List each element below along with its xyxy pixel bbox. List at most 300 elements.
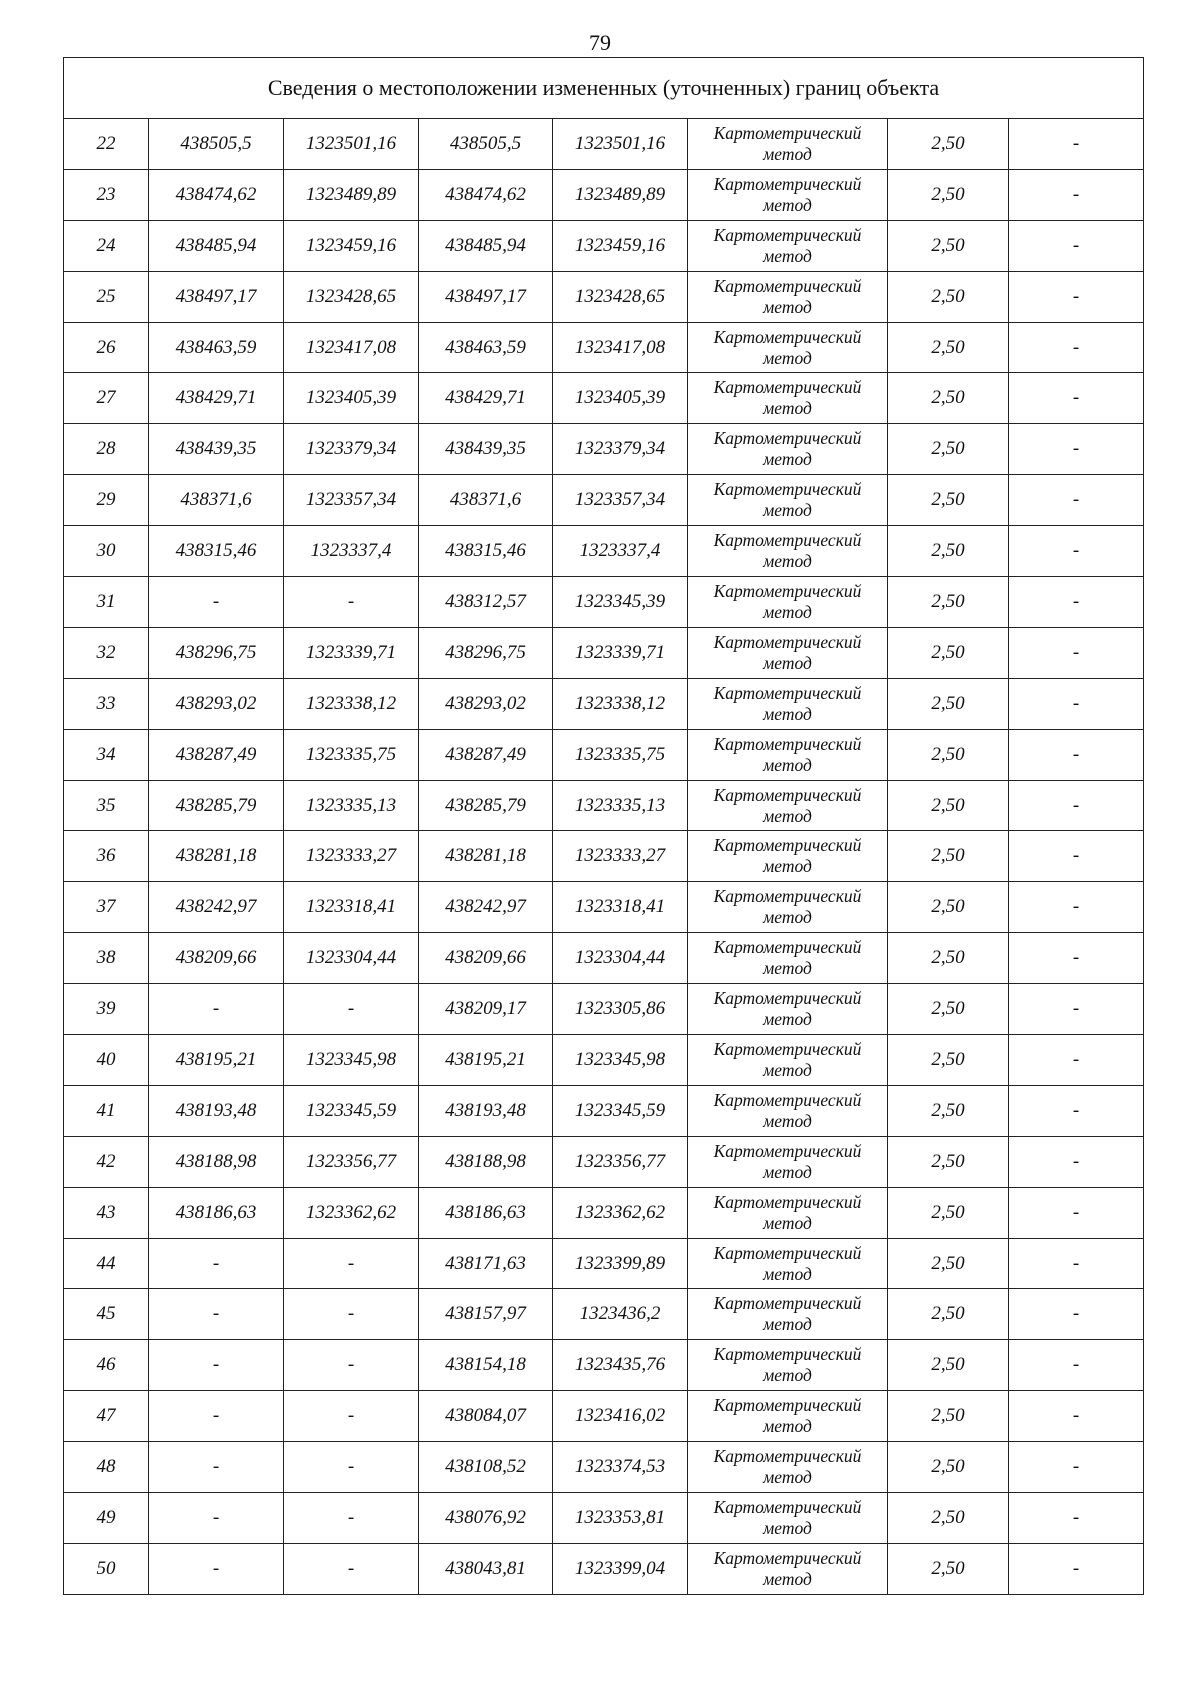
old-x-cell: - bbox=[149, 1442, 284, 1493]
new-x-cell: 438186,63 bbox=[419, 1187, 553, 1238]
accuracy-cell: 2,50 bbox=[888, 1035, 1009, 1086]
accuracy-cell: 2,50 bbox=[888, 627, 1009, 678]
accuracy-cell: 2,50 bbox=[888, 1238, 1009, 1289]
table-row bbox=[64, 1035, 1144, 1086]
new-x-cell: 438281,18 bbox=[419, 831, 553, 882]
description-cell: - bbox=[1009, 373, 1144, 424]
old-x-cell: 438281,18 bbox=[149, 831, 284, 882]
new-x-cell: 438171,63 bbox=[419, 1238, 553, 1289]
method-line-2: метод bbox=[763, 1416, 812, 1437]
method-line-1: Картометрический bbox=[713, 1395, 862, 1416]
old-y-cell: 1323333,27 bbox=[284, 831, 419, 882]
old-y-cell: - bbox=[284, 1442, 419, 1493]
method-cell bbox=[688, 475, 888, 526]
method-cell bbox=[688, 1289, 888, 1340]
new-y-cell: 1323362,62 bbox=[553, 1187, 688, 1238]
old-x-cell: 438188,98 bbox=[149, 1136, 284, 1187]
method-line-1: Картометрический bbox=[713, 173, 862, 194]
old-y-cell: 1323417,08 bbox=[284, 322, 419, 373]
old-x-cell: - bbox=[149, 1289, 284, 1340]
description-cell: - bbox=[1009, 882, 1144, 933]
method-line-1: Картометрический bbox=[713, 937, 862, 958]
description-cell: - bbox=[1009, 526, 1144, 577]
point-number-cell: 41 bbox=[64, 1085, 149, 1136]
new-x-cell: 438076,92 bbox=[419, 1493, 553, 1544]
old-y-cell: 1323356,77 bbox=[284, 1136, 419, 1187]
description-cell: - bbox=[1009, 424, 1144, 475]
method-cell bbox=[688, 119, 888, 170]
method-cell bbox=[688, 627, 888, 678]
description-cell: - bbox=[1009, 831, 1144, 882]
table-row bbox=[64, 1543, 1144, 1594]
method-line-1: Картометрический bbox=[713, 1293, 862, 1314]
old-x-cell: - bbox=[149, 1493, 284, 1544]
method-line-2: метод bbox=[763, 805, 812, 826]
table-row bbox=[64, 271, 1144, 322]
table-row bbox=[64, 933, 1144, 984]
method-line-2: метод bbox=[763, 856, 812, 877]
method-line-1: Картометрический bbox=[713, 784, 862, 805]
point-number-cell: 47 bbox=[64, 1391, 149, 1442]
boundary-coordinates-table bbox=[63, 57, 1144, 1595]
new-y-cell: 1323435,76 bbox=[553, 1340, 688, 1391]
accuracy-cell: 2,50 bbox=[888, 1543, 1009, 1594]
method-line-2: метод bbox=[763, 1059, 812, 1080]
point-number-cell: 28 bbox=[64, 424, 149, 475]
point-number-cell: 30 bbox=[64, 526, 149, 577]
table-row bbox=[64, 1289, 1144, 1340]
point-number-cell: 22 bbox=[64, 119, 149, 170]
accuracy-cell: 2,50 bbox=[888, 984, 1009, 1035]
method-line-1: Картометрический bbox=[713, 1038, 862, 1059]
description-cell: - bbox=[1009, 627, 1144, 678]
new-y-cell: 1323356,77 bbox=[553, 1136, 688, 1187]
description-cell: - bbox=[1009, 1187, 1144, 1238]
accuracy-cell: 2,50 bbox=[888, 577, 1009, 628]
new-y-cell: 1323405,39 bbox=[553, 373, 688, 424]
accuracy-cell: 2,50 bbox=[888, 933, 1009, 984]
description-cell: - bbox=[1009, 271, 1144, 322]
old-y-cell: 1323357,34 bbox=[284, 475, 419, 526]
method-line-2: метод bbox=[763, 194, 812, 215]
method-line-2: метод bbox=[763, 245, 812, 266]
point-number-cell: 32 bbox=[64, 627, 149, 678]
new-y-cell: 1323338,12 bbox=[553, 678, 688, 729]
old-y-cell: 1323459,16 bbox=[284, 220, 419, 271]
method-line-1: Картометрический bbox=[713, 886, 862, 907]
new-y-cell: 1323333,27 bbox=[553, 831, 688, 882]
point-number-cell: 40 bbox=[64, 1035, 149, 1086]
method-cell bbox=[688, 1543, 888, 1594]
old-x-cell: 438209,66 bbox=[149, 933, 284, 984]
accuracy-cell: 2,50 bbox=[888, 1493, 1009, 1544]
old-y-cell: 1323489,89 bbox=[284, 169, 419, 220]
method-line-2: метод bbox=[763, 1365, 812, 1386]
table-row bbox=[64, 1391, 1144, 1442]
description-cell: - bbox=[1009, 984, 1144, 1035]
description-cell: - bbox=[1009, 119, 1144, 170]
method-cell bbox=[688, 1035, 888, 1086]
new-y-cell: 1323337,4 bbox=[553, 526, 688, 577]
method-cell bbox=[688, 271, 888, 322]
description-cell: - bbox=[1009, 1493, 1144, 1544]
point-number-cell: 44 bbox=[64, 1238, 149, 1289]
accuracy-cell: 2,50 bbox=[888, 424, 1009, 475]
old-x-cell: 438485,94 bbox=[149, 220, 284, 271]
method-line-1: Картометрический bbox=[713, 1547, 862, 1568]
accuracy-cell: 2,50 bbox=[888, 526, 1009, 577]
table-row bbox=[64, 1085, 1144, 1136]
new-y-cell: 1323459,16 bbox=[553, 220, 688, 271]
accuracy-cell: 2,50 bbox=[888, 831, 1009, 882]
new-y-cell: 1323318,41 bbox=[553, 882, 688, 933]
description-cell: - bbox=[1009, 1442, 1144, 1493]
old-y-cell: - bbox=[284, 984, 419, 1035]
method-line-2: метод bbox=[763, 754, 812, 775]
method-line-2: метод bbox=[763, 1467, 812, 1488]
method-line-2: метод bbox=[763, 703, 812, 724]
accuracy-cell: 2,50 bbox=[888, 678, 1009, 729]
method-line-2: метод bbox=[763, 1568, 812, 1589]
method-cell bbox=[688, 1340, 888, 1391]
old-y-cell: 1323345,98 bbox=[284, 1035, 419, 1086]
method-line-1: Картометрический bbox=[713, 580, 862, 601]
table-row bbox=[64, 729, 1144, 780]
table-row bbox=[64, 220, 1144, 271]
method-cell bbox=[688, 933, 888, 984]
method-line-2: метод bbox=[763, 449, 812, 470]
old-x-cell: 438315,46 bbox=[149, 526, 284, 577]
old-x-cell: 438439,35 bbox=[149, 424, 284, 475]
new-y-cell: 1323379,34 bbox=[553, 424, 688, 475]
method-line-2: метод bbox=[763, 1009, 812, 1030]
method-line-1: Картометрический bbox=[713, 122, 862, 143]
method-cell bbox=[688, 424, 888, 475]
method-line-2: метод bbox=[763, 907, 812, 928]
table-row bbox=[64, 577, 1144, 628]
old-y-cell: 1323501,16 bbox=[284, 119, 419, 170]
point-number-cell: 31 bbox=[64, 577, 149, 628]
description-cell: - bbox=[1009, 169, 1144, 220]
new-y-cell: 1323353,81 bbox=[553, 1493, 688, 1544]
accuracy-cell: 2,50 bbox=[888, 1340, 1009, 1391]
accuracy-cell: 2,50 bbox=[888, 729, 1009, 780]
new-x-cell: 438505,5 bbox=[419, 119, 553, 170]
point-number-cell: 45 bbox=[64, 1289, 149, 1340]
new-y-cell: 1323335,75 bbox=[553, 729, 688, 780]
point-number-cell: 35 bbox=[64, 780, 149, 831]
old-y-cell: 1323337,4 bbox=[284, 526, 419, 577]
method-cell bbox=[688, 729, 888, 780]
new-x-cell: 438193,48 bbox=[419, 1085, 553, 1136]
description-cell: - bbox=[1009, 475, 1144, 526]
table-row bbox=[64, 1493, 1144, 1544]
method-line-1: Картометрический bbox=[713, 733, 862, 754]
new-x-cell: 438108,52 bbox=[419, 1442, 553, 1493]
accuracy-cell: 2,50 bbox=[888, 780, 1009, 831]
new-x-cell: 438209,17 bbox=[419, 984, 553, 1035]
method-line-2: метод bbox=[763, 1161, 812, 1182]
old-y-cell: - bbox=[284, 1238, 419, 1289]
new-x-cell: 438474,62 bbox=[419, 169, 553, 220]
method-line-1: Картометрический bbox=[713, 275, 862, 296]
method-cell bbox=[688, 322, 888, 373]
old-y-cell: 1323362,62 bbox=[284, 1187, 419, 1238]
point-number-cell: 23 bbox=[64, 169, 149, 220]
new-x-cell: 438296,75 bbox=[419, 627, 553, 678]
method-line-1: Картометрический bbox=[713, 835, 862, 856]
description-cell: - bbox=[1009, 1340, 1144, 1391]
method-line-2: метод bbox=[763, 1212, 812, 1233]
table-row bbox=[64, 678, 1144, 729]
old-y-cell: - bbox=[284, 1289, 419, 1340]
method-line-2: метод bbox=[763, 296, 812, 317]
new-x-cell: 438485,94 bbox=[419, 220, 553, 271]
new-x-cell: 438285,79 bbox=[419, 780, 553, 831]
description-cell: - bbox=[1009, 780, 1144, 831]
old-x-cell: 438195,21 bbox=[149, 1035, 284, 1086]
point-number-cell: 38 bbox=[64, 933, 149, 984]
point-number-cell: 49 bbox=[64, 1493, 149, 1544]
table-row bbox=[64, 1187, 1144, 1238]
method-cell bbox=[688, 1391, 888, 1442]
new-y-cell: 1323436,2 bbox=[553, 1289, 688, 1340]
old-x-cell: - bbox=[149, 1391, 284, 1442]
new-x-cell: 438287,49 bbox=[419, 729, 553, 780]
point-number-cell: 36 bbox=[64, 831, 149, 882]
method-cell bbox=[688, 882, 888, 933]
point-number-cell: 43 bbox=[64, 1187, 149, 1238]
new-y-cell: 1323335,13 bbox=[553, 780, 688, 831]
old-x-cell: 438429,71 bbox=[149, 373, 284, 424]
old-y-cell: 1323405,39 bbox=[284, 373, 419, 424]
point-number-cell: 26 bbox=[64, 322, 149, 373]
new-x-cell: 438209,66 bbox=[419, 933, 553, 984]
new-x-cell: 438497,17 bbox=[419, 271, 553, 322]
new-x-cell: 438188,98 bbox=[419, 1136, 553, 1187]
description-cell: - bbox=[1009, 729, 1144, 780]
accuracy-cell: 2,50 bbox=[888, 1442, 1009, 1493]
new-y-cell: 1323417,08 bbox=[553, 322, 688, 373]
accuracy-cell: 2,50 bbox=[888, 475, 1009, 526]
new-x-cell: 438293,02 bbox=[419, 678, 553, 729]
page-number: 79 bbox=[589, 30, 611, 55]
new-y-cell: 1323416,02 bbox=[553, 1391, 688, 1442]
method-line-1: Картометрический bbox=[713, 326, 862, 347]
description-cell: - bbox=[1009, 1289, 1144, 1340]
old-x-cell: 438242,97 bbox=[149, 882, 284, 933]
point-number-cell: 48 bbox=[64, 1442, 149, 1493]
old-x-cell: - bbox=[149, 577, 284, 628]
old-x-cell: 438285,79 bbox=[149, 780, 284, 831]
old-x-cell: 438186,63 bbox=[149, 1187, 284, 1238]
method-cell bbox=[688, 1136, 888, 1187]
new-y-cell: 1323489,89 bbox=[553, 169, 688, 220]
table-row bbox=[64, 1136, 1144, 1187]
method-line-2: метод bbox=[763, 500, 812, 521]
description-cell: - bbox=[1009, 1085, 1144, 1136]
accuracy-cell: 2,50 bbox=[888, 1136, 1009, 1187]
accuracy-cell: 2,50 bbox=[888, 322, 1009, 373]
description-cell: - bbox=[1009, 1238, 1144, 1289]
method-cell bbox=[688, 1238, 888, 1289]
old-y-cell: 1323335,13 bbox=[284, 780, 419, 831]
method-cell bbox=[688, 780, 888, 831]
method-line-2: метод bbox=[763, 601, 812, 622]
description-cell: - bbox=[1009, 1543, 1144, 1594]
point-number-cell: 39 bbox=[64, 984, 149, 1035]
point-number-cell: 29 bbox=[64, 475, 149, 526]
accuracy-cell: 2,50 bbox=[888, 271, 1009, 322]
method-line-1: Картометрический bbox=[713, 428, 862, 449]
method-line-1: Картометрический bbox=[713, 1140, 862, 1161]
new-y-cell: 1323304,44 bbox=[553, 933, 688, 984]
method-line-1: Картометрический bbox=[713, 988, 862, 1009]
old-y-cell: 1323335,75 bbox=[284, 729, 419, 780]
table-row bbox=[64, 984, 1144, 1035]
method-cell bbox=[688, 577, 888, 628]
method-line-1: Картометрический bbox=[713, 1344, 862, 1365]
method-line-2: метод bbox=[763, 1110, 812, 1131]
new-y-cell: 1323501,16 bbox=[553, 119, 688, 170]
accuracy-cell: 2,50 bbox=[888, 882, 1009, 933]
point-number-cell: 25 bbox=[64, 271, 149, 322]
method-cell bbox=[688, 678, 888, 729]
method-line-2: метод bbox=[763, 652, 812, 673]
table-row bbox=[64, 373, 1144, 424]
method-cell bbox=[688, 220, 888, 271]
method-line-2: метод bbox=[763, 143, 812, 164]
new-x-cell: 438084,07 bbox=[419, 1391, 553, 1442]
old-x-cell: - bbox=[149, 984, 284, 1035]
accuracy-cell: 2,50 bbox=[888, 1085, 1009, 1136]
table-row bbox=[64, 1340, 1144, 1391]
table-row bbox=[64, 627, 1144, 678]
old-x-cell: 438474,62 bbox=[149, 169, 284, 220]
method-cell bbox=[688, 984, 888, 1035]
new-y-cell: 1323305,86 bbox=[553, 984, 688, 1035]
table-row bbox=[64, 1442, 1144, 1493]
method-cell bbox=[688, 1085, 888, 1136]
point-number-cell: 27 bbox=[64, 373, 149, 424]
method-line-2: метод bbox=[763, 1263, 812, 1284]
old-x-cell: 438193,48 bbox=[149, 1085, 284, 1136]
accuracy-cell: 2,50 bbox=[888, 220, 1009, 271]
new-x-cell: 438315,46 bbox=[419, 526, 553, 577]
new-x-cell: 438242,97 bbox=[419, 882, 553, 933]
old-x-cell: - bbox=[149, 1238, 284, 1289]
new-y-cell: 1323345,98 bbox=[553, 1035, 688, 1086]
new-x-cell: 438312,57 bbox=[419, 577, 553, 628]
table-row bbox=[64, 119, 1144, 170]
point-number-cell: 42 bbox=[64, 1136, 149, 1187]
new-y-cell: 1323428,65 bbox=[553, 271, 688, 322]
new-x-cell: 438371,6 bbox=[419, 475, 553, 526]
old-y-cell: 1323338,12 bbox=[284, 678, 419, 729]
method-cell bbox=[688, 831, 888, 882]
table-row bbox=[64, 831, 1144, 882]
method-cell bbox=[688, 1442, 888, 1493]
point-number-cell: 33 bbox=[64, 678, 149, 729]
accuracy-cell: 2,50 bbox=[888, 1187, 1009, 1238]
new-x-cell: 438043,81 bbox=[419, 1543, 553, 1594]
method-line-2: метод bbox=[763, 347, 812, 368]
old-x-cell: 438293,02 bbox=[149, 678, 284, 729]
new-x-cell: 438154,18 bbox=[419, 1340, 553, 1391]
description-cell: - bbox=[1009, 678, 1144, 729]
description-cell: - bbox=[1009, 577, 1144, 628]
point-number-cell: 37 bbox=[64, 882, 149, 933]
new-y-cell: 1323399,89 bbox=[553, 1238, 688, 1289]
method-line-2: метод bbox=[763, 958, 812, 979]
accuracy-cell: 2,50 bbox=[888, 373, 1009, 424]
method-line-1: Картометрический bbox=[713, 530, 862, 551]
new-y-cell: 1323345,59 bbox=[553, 1085, 688, 1136]
table-title: Сведения о местоположении измененных (уточненных) границ объекта bbox=[64, 58, 1144, 119]
old-x-cell: 438463,59 bbox=[149, 322, 284, 373]
old-y-cell: - bbox=[284, 577, 419, 628]
method-cell bbox=[688, 169, 888, 220]
old-y-cell: 1323339,71 bbox=[284, 627, 419, 678]
table-row bbox=[64, 475, 1144, 526]
table-body bbox=[64, 58, 1144, 1595]
old-y-cell: 1323304,44 bbox=[284, 933, 419, 984]
method-cell bbox=[688, 526, 888, 577]
description-cell: - bbox=[1009, 1391, 1144, 1442]
old-y-cell: 1323318,41 bbox=[284, 882, 419, 933]
new-y-cell: 1323374,53 bbox=[553, 1442, 688, 1493]
new-x-cell: 438439,35 bbox=[419, 424, 553, 475]
table-title-row bbox=[64, 58, 1144, 119]
method-cell bbox=[688, 1187, 888, 1238]
old-x-cell: - bbox=[149, 1543, 284, 1594]
point-number-cell: 24 bbox=[64, 220, 149, 271]
point-number-cell: 46 bbox=[64, 1340, 149, 1391]
table-row bbox=[64, 1238, 1144, 1289]
method-line-2: метод bbox=[763, 1314, 812, 1335]
description-cell: - bbox=[1009, 933, 1144, 984]
method-cell bbox=[688, 1493, 888, 1544]
description-cell: - bbox=[1009, 322, 1144, 373]
old-x-cell: 438505,5 bbox=[149, 119, 284, 170]
method-line-2: метод bbox=[763, 551, 812, 572]
new-x-cell: 438429,71 bbox=[419, 373, 553, 424]
old-x-cell: 438296,75 bbox=[149, 627, 284, 678]
old-x-cell: 438497,17 bbox=[149, 271, 284, 322]
old-x-cell: - bbox=[149, 1340, 284, 1391]
new-y-cell: 1323345,39 bbox=[553, 577, 688, 628]
table-row bbox=[64, 322, 1144, 373]
accuracy-cell: 2,50 bbox=[888, 119, 1009, 170]
table-row bbox=[64, 424, 1144, 475]
description-cell: - bbox=[1009, 1035, 1144, 1086]
old-x-cell: 438371,6 bbox=[149, 475, 284, 526]
accuracy-cell: 2,50 bbox=[888, 169, 1009, 220]
old-y-cell: 1323379,34 bbox=[284, 424, 419, 475]
table-row bbox=[64, 882, 1144, 933]
accuracy-cell: 2,50 bbox=[888, 1289, 1009, 1340]
method-line-1: Картометрический bbox=[713, 1191, 862, 1212]
new-y-cell: 1323399,04 bbox=[553, 1543, 688, 1594]
method-line-1: Картометрический bbox=[713, 1496, 862, 1517]
old-y-cell: - bbox=[284, 1493, 419, 1544]
table-row bbox=[64, 526, 1144, 577]
method-line-1: Картометрический bbox=[713, 1446, 862, 1467]
table-row bbox=[64, 169, 1144, 220]
method-line-2: метод bbox=[763, 398, 812, 419]
point-number-cell: 34 bbox=[64, 729, 149, 780]
old-y-cell: - bbox=[284, 1391, 419, 1442]
